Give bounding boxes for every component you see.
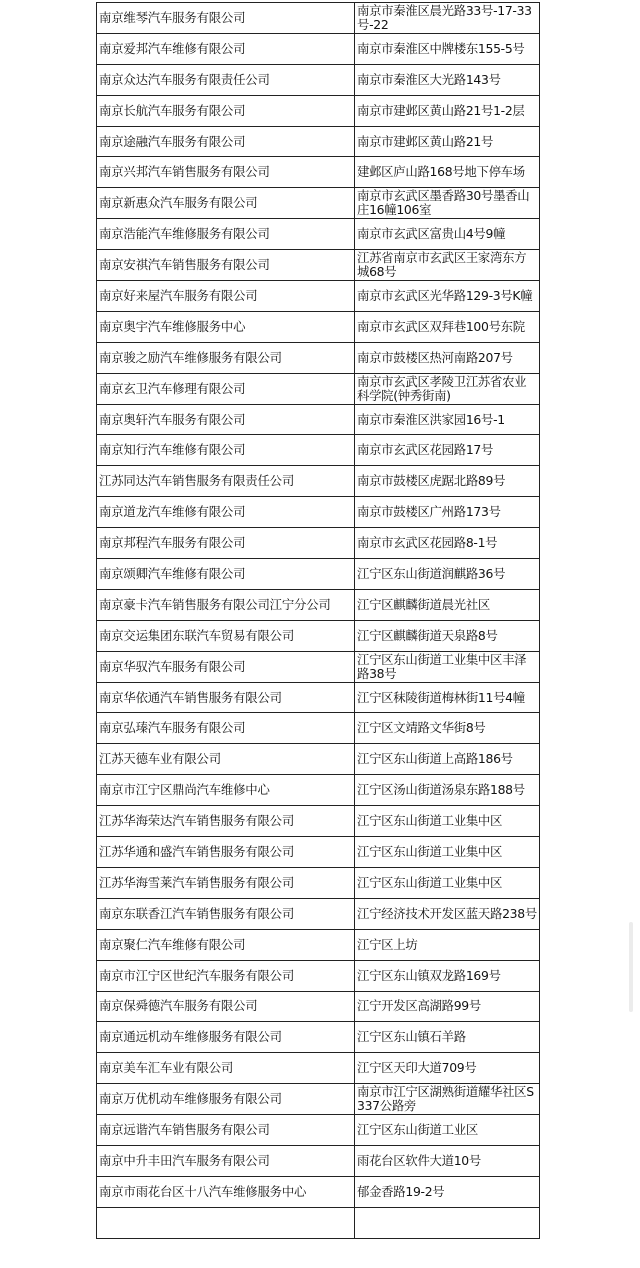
table-row	[97, 1145, 540, 1176]
address-cell: 南京市秦淮区中牌楼东155-5号	[355, 33, 540, 64]
company-name-cell: 南京通远机动车维修服务有限公司	[97, 1022, 355, 1053]
table-row	[97, 281, 540, 312]
table-row	[97, 589, 540, 620]
table-row	[97, 188, 540, 219]
company-name-cell: 江苏华海荣达汽车销售服务有限公司	[97, 806, 355, 837]
table-row	[97, 250, 540, 281]
company-name-cell: 南京兴邦汽车销售服务有限公司	[97, 157, 355, 188]
company-name-cell: 南京豪卡汽车销售服务有限公司江宁分公司	[97, 589, 355, 620]
table-row	[97, 991, 540, 1022]
table-row	[97, 620, 540, 651]
address-cell: 江宁区东山镇石羊路	[355, 1022, 540, 1053]
company-name-cell: 江苏天德车业有限公司	[97, 744, 355, 775]
table-row	[97, 126, 540, 157]
company-name-cell: 南京中升丰田汽车服务有限公司	[97, 1145, 355, 1176]
table-row	[97, 1084, 540, 1115]
table-row	[97, 528, 540, 559]
company-name-cell: 南京爱邦汽车维修有限公司	[97, 33, 355, 64]
table-row	[97, 404, 540, 435]
company-name-cell: 南京弘瑧汽车服务有限公司	[97, 713, 355, 744]
company-name-cell: 江苏华海雪莱汽车销售服务有限公司	[97, 867, 355, 898]
address-cell: 江宁区东山镇双龙路169号	[355, 960, 540, 991]
address-cell: 江宁区天印大道709号	[355, 1053, 540, 1084]
company-name-cell: 南京邦程汽车服务有限公司	[97, 528, 355, 559]
address-cell: 南京市秦淮区洪家园16号-1	[355, 404, 540, 435]
company-table-container	[96, 2, 540, 1239]
address-cell: 南京市玄武区富贵山4号9幢	[355, 219, 540, 250]
address-cell: 南京市鼓楼区广州路173号	[355, 497, 540, 528]
address-cell: 江宁区文靖路文华街8号	[355, 713, 540, 744]
scrollbar-thumb[interactable]	[629, 922, 633, 1012]
address-cell: 南京市建邺区黄山路21号1-2层	[355, 95, 540, 126]
company-name-cell: 南京道龙汽车维修有限公司	[97, 497, 355, 528]
company-name-cell: 南京保舜德汽车服务有限公司	[97, 991, 355, 1022]
table-row	[97, 713, 540, 744]
company-address-table	[96, 2, 540, 1239]
table-row	[97, 867, 540, 898]
address-cell: 南京市鼓楼区虎踞北路89号	[355, 466, 540, 497]
company-name-cell: 南京颂卿汽车维修有限公司	[97, 559, 355, 590]
address-cell: 南京市玄武区孝陵卫江苏省农业科学院(钟秀街南)	[355, 373, 540, 404]
company-name-cell: 南京玄卫汽车修理有限公司	[97, 373, 355, 404]
address-cell: 南京市江宁区湖熟街道耀华社区S337公路旁	[355, 1084, 540, 1115]
company-name-cell: 南京华依通汽车销售服务有限公司	[97, 682, 355, 713]
address-cell: 江宁区东山街道工业集中区	[355, 837, 540, 868]
table-body	[97, 3, 540, 1239]
company-name-cell	[97, 1207, 355, 1238]
company-name-cell: 江苏华通和盛汽车销售服务有限公司	[97, 837, 355, 868]
address-cell: 江苏省南京市玄武区王家湾东方城68号	[355, 250, 540, 281]
company-name-cell: 江苏同达汽车销售服务有限责任公司	[97, 466, 355, 497]
company-name-cell: 南京华驭汽车服务有限公司	[97, 651, 355, 682]
company-name-cell: 南京东联香江汽车销售服务有限公司	[97, 898, 355, 929]
address-cell: 南京市玄武区花园路8-1号	[355, 528, 540, 559]
table-row	[97, 342, 540, 373]
address-cell	[355, 1207, 540, 1238]
table-row	[97, 3, 540, 34]
address-cell: 江宁区上坊	[355, 929, 540, 960]
address-cell: 南京市玄武区花园路17号	[355, 435, 540, 466]
company-name-cell: 南京万优机动车维修服务有限公司	[97, 1084, 355, 1115]
company-name-cell: 南京途融汽车服务有限公司	[97, 126, 355, 157]
address-cell: 南京市玄武区光华路129-3号K幢	[355, 281, 540, 312]
address-cell: 江宁区东山街道工业集中区	[355, 806, 540, 837]
company-name-cell: 南京市江宁区世纪汽车服务有限公司	[97, 960, 355, 991]
table-row	[97, 219, 540, 250]
company-name-cell: 南京浩能汽车维修服务有限公司	[97, 219, 355, 250]
address-cell: 江宁区东山街道工业区	[355, 1115, 540, 1146]
company-name-cell: 南京市雨花台区十八汽车维修服务中心	[97, 1176, 355, 1207]
table-row	[97, 744, 540, 775]
address-cell: 江宁区汤山街道汤泉东路188号	[355, 775, 540, 806]
company-name-cell: 南京众达汽车服务有限责任公司	[97, 64, 355, 95]
table-row	[97, 1176, 540, 1207]
table-row	[97, 898, 540, 929]
company-name-cell: 南京市江宁区鼎尚汽车维修中心	[97, 775, 355, 806]
table-row	[97, 929, 540, 960]
table-row	[97, 960, 540, 991]
table-row	[97, 435, 540, 466]
table-row	[97, 373, 540, 404]
address-cell: 南京市玄武区墨香路30号墨香山庄16幢106室	[355, 188, 540, 219]
table-row	[97, 559, 540, 590]
company-name-cell: 南京维琴汽车服务有限公司	[97, 3, 355, 34]
table-row	[97, 775, 540, 806]
company-name-cell: 南京奥轩汽车服务有限公司	[97, 404, 355, 435]
address-cell: 江宁区东山街道工业集中区丰泽路38号	[355, 651, 540, 682]
table-row	[97, 157, 540, 188]
address-cell: 南京市玄武区双拜巷100号东院	[355, 311, 540, 342]
company-name-cell: 南京交运集团东联汽车贸易有限公司	[97, 620, 355, 651]
company-name-cell: 南京安祺汽车销售服务有限公司	[97, 250, 355, 281]
company-name-cell: 南京聚仁汽车维修有限公司	[97, 929, 355, 960]
company-name-cell: 南京好来屋汽车服务有限公司	[97, 281, 355, 312]
company-name-cell: 南京长航汽车服务有限公司	[97, 95, 355, 126]
address-cell: 江宁区东山街道工业集中区	[355, 867, 540, 898]
address-cell: 江宁区东山街道润麒路36号	[355, 559, 540, 590]
address-cell: 南京市秦淮区晨光路33号-17-33号-22	[355, 3, 540, 34]
address-cell: 江宁区麒麟街道天泉路8号	[355, 620, 540, 651]
address-cell: 南京市建邺区黄山路21号	[355, 126, 540, 157]
table-row	[97, 95, 540, 126]
table-row	[97, 311, 540, 342]
address-cell: 南京市秦淮区大光路143号	[355, 64, 540, 95]
table-row	[97, 682, 540, 713]
table-row	[97, 1022, 540, 1053]
table-row	[97, 466, 540, 497]
table-row	[97, 1207, 540, 1238]
address-cell: 南京市鼓楼区热河南路207号	[355, 342, 540, 373]
address-cell: 雨花台区软件大道10号	[355, 1145, 540, 1176]
address-cell: 江宁区东山街道上高路186号	[355, 744, 540, 775]
company-name-cell: 南京远谐汽车销售服务有限公司	[97, 1115, 355, 1146]
address-cell: 江宁区秣陵街道梅林街11号4幢	[355, 682, 540, 713]
address-cell: 江宁开发区高湖路99号	[355, 991, 540, 1022]
company-name-cell: 南京新惠众汽车服务有限公司	[97, 188, 355, 219]
table-row	[97, 651, 540, 682]
company-name-cell: 南京骏之励汽车维修服务有限公司	[97, 342, 355, 373]
address-cell: 江宁区麒麟街道晨光社区	[355, 589, 540, 620]
table-row	[97, 33, 540, 64]
company-name-cell: 南京知行汽车维修有限公司	[97, 435, 355, 466]
address-cell: 郁金香路19-2号	[355, 1176, 540, 1207]
address-cell: 江宁经济技术开发区蓝天路238号	[355, 898, 540, 929]
address-cell: 建邺区庐山路168号地下停车场	[355, 157, 540, 188]
table-row	[97, 64, 540, 95]
table-row	[97, 806, 540, 837]
table-row	[97, 837, 540, 868]
table-row	[97, 1115, 540, 1146]
company-name-cell: 南京美车汇车业有限公司	[97, 1053, 355, 1084]
table-row	[97, 1053, 540, 1084]
table-row	[97, 497, 540, 528]
company-name-cell: 南京奥宇汽车维修服务中心	[97, 311, 355, 342]
